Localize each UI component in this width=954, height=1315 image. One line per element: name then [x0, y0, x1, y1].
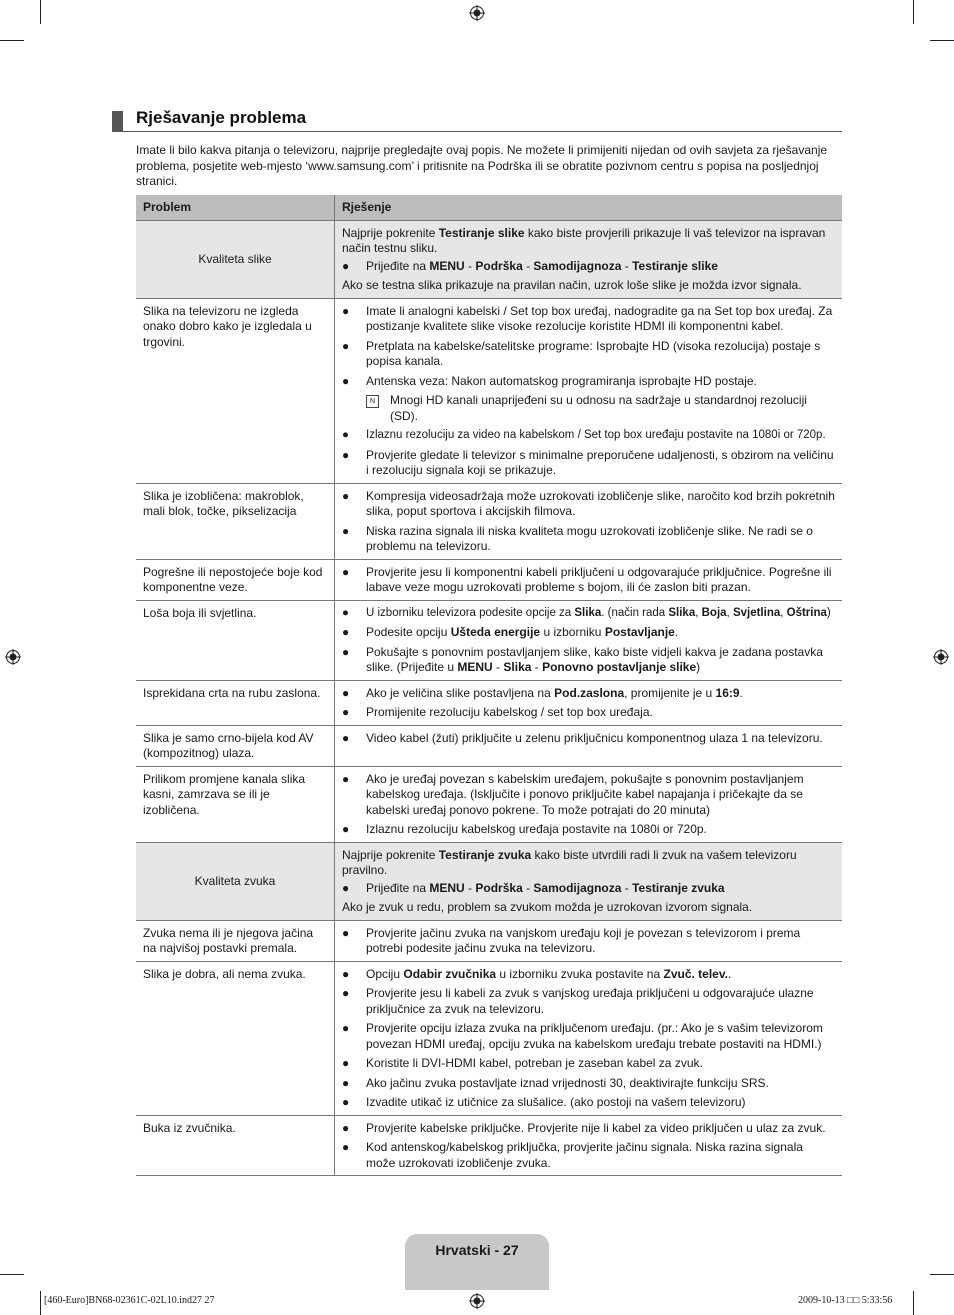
title-rule — [112, 131, 842, 132]
table-row — [136, 1115, 842, 1176]
crop-mark — [40, 1291, 41, 1315]
solution-list — [342, 606, 835, 676]
bold-term: MENU — [457, 660, 493, 674]
crop-mark — [913, 1291, 914, 1315]
bullet-icon: ● — [342, 966, 350, 981]
bold-term: Samodijagnoza — [533, 258, 622, 273]
problem-cell: Slika na televizoru ne izgleda onako dobro kako je izgledala u trgovini. — [136, 298, 335, 483]
bold-term: Ušteda energije — [450, 625, 541, 639]
crop-mark — [0, 1274, 24, 1275]
table-row — [136, 220, 842, 298]
print-slug-right: 2009-10-13 □□ 5:33:56 — [798, 1295, 893, 1306]
table-row — [136, 920, 842, 961]
problem-cell: Kvaliteta zvuka — [136, 842, 335, 920]
list-item: ● Pokušajte s ponovnim postavljanjem slike, kako biste vidjeli kakva je zadana postavka slike. (Prijeđite u MENU - Slika - Ponovno postavljanje slike) — [342, 644, 823, 674]
print-slug-left: [460-Euro]BN68-02361C-02L10.ind27 27 — [44, 1295, 215, 1306]
table-row — [136, 680, 842, 725]
bold-term: MENU — [429, 880, 465, 895]
crop-mark — [930, 40, 954, 41]
bullet-icon: ● — [342, 1140, 350, 1154]
list-item: ● Antenska veza: Nakon automatskog programiranja isprobajte HD postaje. — [342, 373, 757, 388]
solution-cell — [335, 298, 843, 483]
solution-cell — [335, 680, 843, 725]
problem-cell: Buka iz zvučnika. — [136, 1115, 335, 1176]
solution-cell — [335, 842, 843, 920]
solution-cell — [335, 483, 843, 559]
crop-mark — [930, 1274, 954, 1275]
list-item: ● Ako je uređaj povezan s kabelskim uređajem, pokušajte s ponovnim postavljanjem kabelskog uređaja. (Isključite i ponovo priključite kabel napajanja i pričekajte da se kabelski uređaj ponovo pokrene. To može potrajati do 20 minuta) — [342, 771, 804, 817]
problem-cell: Kvaliteta slike — [136, 220, 335, 298]
solution-list — [342, 565, 835, 596]
bullet-icon: ● — [342, 685, 350, 700]
bullet-icon: ● — [342, 625, 350, 639]
list-item: ● Koristite li DVI-HDMI kabel, potreban je zaseban kabel za zvuk. — [342, 1056, 703, 1070]
problem-cell: Slika je samo crno-bijela kod AV (kompozitnog) ulaza. — [136, 725, 335, 766]
list-item: ● Podesite opciju Ušteda energije u izborniku Postavljanje. — [342, 625, 679, 639]
header-problem: Problem — [136, 195, 335, 220]
solution-list — [342, 686, 835, 721]
bullet-icon: ● — [342, 705, 350, 719]
solution-cell — [335, 559, 843, 600]
list-item: ● Provjerite jačinu zvuka na vanjskom uređaju koji je povezan s televizorom i prema potrebi podesite jačinu zvuka na televizoru. — [342, 925, 801, 955]
bullet-icon: ● — [342, 606, 349, 619]
list-item: ● U izborniku televizora podesite opcije za Slika. (način rada Slika, Boja, Svjetlina, Oštrina) — [342, 606, 835, 622]
list-item: ● Provjerite jesu li kabeli za zvuk s vanjskog uređaja priključeni u odgovarajuće ulazne priključnice za zvuk na televizoru. — [342, 986, 814, 1016]
list-item: ● Provjerite kabelske priključke. Provjerite nije li kabel za video priključen u ulaz za zvuk. — [342, 1120, 826, 1135]
table-row — [136, 600, 842, 680]
bold-term: Testiranje slike — [632, 258, 718, 273]
bold-term: Slika — [503, 660, 532, 674]
list-item: ● Provjerite jesu li komponentni kabeli priključeni u odgovarajuće priključnice. Pogrešne ili labave veze mogu uzrokovati probleme s bojom, ili će zaslon biti prazan. — [342, 564, 832, 594]
solution-cell — [335, 600, 843, 680]
bullet-icon: ● — [342, 644, 350, 659]
crop-mark — [40, 0, 41, 24]
solution-list — [342, 259, 835, 275]
solution-list — [342, 1121, 835, 1172]
bullet-icon: ● — [342, 771, 350, 786]
problem-cell: Prilikom promjene kanala slika kasni, zamrzava se ili je izobličena. — [136, 766, 335, 842]
bullet-icon: ● — [342, 730, 350, 745]
list-item: ● Provjerite gledate li televizor s minimalne preporučene udaljenosti, s obzirom na veličinu i rezoluciju signala koji se prikazuje. — [342, 447, 834, 477]
crop-mark — [0, 40, 24, 41]
bold-term: Boja — [701, 606, 727, 619]
list-item: ● Ako je veličina slike postavljena na Pod.zaslona, promijenite je u 16:9. — [342, 685, 743, 700]
table-row — [136, 298, 842, 483]
problem-cell: Isprekidana crta na rubu zaslona. — [136, 680, 335, 725]
title-bar-marker — [112, 111, 123, 131]
solution-intro: Najprije pokrenite Testiranje zvuka kako biste utvrdili radi li zvuk na vašem televizoru pravilno. — [342, 847, 797, 877]
problem-cell: Slika je izobličena: makroblok, mali blok, točke, pikselizacija — [136, 483, 335, 559]
table-row — [136, 961, 842, 1115]
bold-term: Svjetlina — [732, 606, 781, 619]
list-item: ● Prijeđite na MENU - Podrška - Samodijagnoza - Testiranje zvuka — [342, 880, 725, 895]
bullet-icon: ● — [342, 880, 350, 895]
list-item: ● Kod antenskog/kabelskog priključka, provjerite jačinu signala. Niska razina signala može uzrokovati izobličenje zvuka. — [342, 1140, 803, 1170]
solution-list — [342, 489, 835, 555]
note-icon: N — [366, 395, 379, 408]
problem-cell: Loša boja ili svjetlina. — [136, 600, 335, 680]
bullet-icon: ● — [342, 447, 350, 462]
bullet-icon: ● — [342, 523, 350, 538]
bold-term: Postavljanje — [604, 625, 675, 639]
table-row — [136, 766, 842, 842]
bold-term: Testiranje zvuka — [438, 847, 532, 862]
solution-cell — [335, 1115, 843, 1176]
bold-term: Slika — [668, 606, 696, 619]
bold-term: Testiranje slike — [438, 225, 525, 240]
list-item: ● Izvadite utikač iz utičnice za slušalice. (ako postoji na vašem televizoru) — [342, 1095, 746, 1109]
solution-outro: Ako se testna slika prikazuje na pravilan način, uzrok loše slike je možda izvor signala. — [342, 278, 802, 292]
troubleshooting-table — [136, 195, 842, 1176]
solution-intro: Najprije pokrenite Testiranje slike kako biste provjerili prikazuje li vaš televizor na ispravan način testnu sliku. — [342, 225, 826, 255]
solution-cell — [335, 961, 843, 1115]
list-item: ● Provjerite opciju izlaza zvuka na priključenom uređaju. (pr.: Ako je s vašim televizorom povezan HDMI uređaj, opciju zvuka na kabelskom uređaju trebate postaviti na HDMI.) — [342, 1021, 823, 1051]
bullet-icon: ● — [342, 1095, 350, 1109]
bullet-icon: ● — [342, 338, 350, 353]
bullet-icon: ● — [342, 258, 350, 273]
bold-term: Odabir zvučnika — [403, 966, 497, 981]
registration-mark-icon — [469, 5, 485, 21]
list-item: ● Opciju Odabir zvučnika u izborniku zvuka postavite na Zvuč. telev.. — [342, 966, 732, 981]
header-solution: Rješenje — [335, 195, 843, 220]
bold-term: MENU — [429, 258, 465, 273]
list-item: ● Izlaznu rezoluciju kabelskog uređaja postavite na 1080i or 720p. — [342, 822, 707, 836]
bold-term: Zvuč. telev. — [663, 966, 728, 981]
bullet-icon: ● — [342, 1021, 350, 1035]
bold-term: Samodijagnoza — [533, 880, 622, 895]
bold-term: Podrška — [475, 258, 523, 273]
solution-outro: Ako je zvuk u redu, problem sa zvukom možda je uzrokovan izvorom signala. — [342, 900, 753, 914]
bullet-icon: ● — [342, 822, 350, 836]
bold-term: Slika — [574, 606, 602, 619]
list-item: ● Izlaznu rezoluciju za video na kabelskom / Set top box uređaju postavite na 1080i or 720p. — [342, 428, 835, 444]
list-item: ● Ako jačinu zvuka postavljate iznad vrijednosti 30, deaktivirajte funkciju SRS. — [342, 1075, 769, 1090]
bullet-icon: ● — [342, 373, 350, 388]
registration-mark-icon — [5, 649, 21, 665]
table-body — [136, 220, 842, 1176]
list-item: ● Kompresija videosadržaja može uzrokovati izobličenje slike, naročito kod brzih pokretnih slika, poput sportova i akcijskih filmova. — [342, 488, 835, 518]
list-item: ● Video kabel (žuti) priključite u zelenu priključnicu komponentnog ulaza 1 na televizoru. — [342, 730, 823, 745]
bold-term: Oštrina — [786, 606, 827, 619]
registration-mark-icon — [469, 1293, 485, 1309]
table-header-row — [136, 195, 842, 220]
registration-mark-icon — [933, 649, 949, 665]
table-row — [136, 483, 842, 559]
bold-term: Testiranje zvuka — [632, 880, 725, 895]
bold-term: 16:9 — [715, 685, 740, 700]
bullet-icon: ● — [342, 1075, 350, 1090]
bullet-icon: ● — [342, 564, 350, 579]
solution-cell — [335, 920, 843, 961]
problem-cell: Pogrešne ili nepostojeće boje kod komponentne veze. — [136, 559, 335, 600]
solution-cell — [335, 725, 843, 766]
page-number: Hrvatski - 27 — [435, 1242, 519, 1258]
bold-term: Pod.zaslona — [554, 685, 625, 700]
table-row — [136, 842, 842, 920]
bold-term: Podrška — [475, 880, 523, 895]
bullet-icon: ● — [342, 488, 350, 503]
table-row — [136, 559, 842, 600]
crop-mark — [913, 0, 914, 24]
solution-list — [342, 967, 835, 1111]
page-title: Rješavanje problema — [136, 108, 307, 127]
problem-cell: Zvuka nema ili je njegova jačina na najvišoj postavki premala. — [136, 920, 335, 961]
list-item: N Mnogi HD kanali unaprijeđeni su u odnosu na sadržaje u standardnoj rezoluciji (SD). — [342, 393, 835, 424]
list-item: ● Pretplata na kabelske/satelitske programe: Isprobajte HD (visoka rezolucija) postaje s popisa kanala. — [342, 338, 821, 368]
intro-paragraph: Imate li bilo kakva pitanja o televizoru, najprije pregledajte ovaj popis. Ne možete li primijeniti nijedan od ovih savjeta za rješavanje problema, posjetite web-mjesto ‘www.samsung.com’ i pritisnite na Podrška ili se obratite pozivnom centru s popisa na posljednjoj stranici. — [136, 143, 828, 188]
bullet-icon: ● — [342, 429, 349, 441]
bullet-icon: ● — [342, 1120, 350, 1135]
solution-list — [342, 881, 835, 897]
bullet-icon: ● — [342, 925, 350, 940]
bullet-icon: ● — [342, 986, 350, 1000]
bullet-icon: ● — [342, 303, 350, 318]
list-item: ● Prijeđite na MENU - Podrška - Samodijagnoza - Testiranje slike — [342, 258, 718, 273]
list-item: ● Promijenite rezoluciju kabelskog / set top box uređaja. — [342, 705, 653, 719]
solution-cell — [335, 766, 843, 842]
list-item: ● Niska razina signala ili niska kvaliteta mogu uzrokovati izobličenje slike. Ne radi se o problemu na televizoru. — [342, 523, 813, 553]
table-row — [136, 725, 842, 766]
solution-list — [342, 926, 835, 957]
bold-term: Ponovno postavljanje slike — [542, 660, 697, 674]
bullet-icon: ● — [342, 1056, 350, 1070]
solution-cell — [335, 220, 843, 298]
solution-list — [342, 772, 835, 838]
problem-cell: Slika je dobra, ali nema zvuka. — [136, 961, 335, 1115]
solution-list — [342, 304, 835, 479]
solution-list — [342, 731, 835, 747]
list-item: ● Imate li analogni kabelski / Set top box uređaj, nadogradite ga na Set top box uređaj. Za postizanje kvalitete slike visoke rezolucije koristite HDMI ili komponentni kabel. — [342, 303, 833, 333]
